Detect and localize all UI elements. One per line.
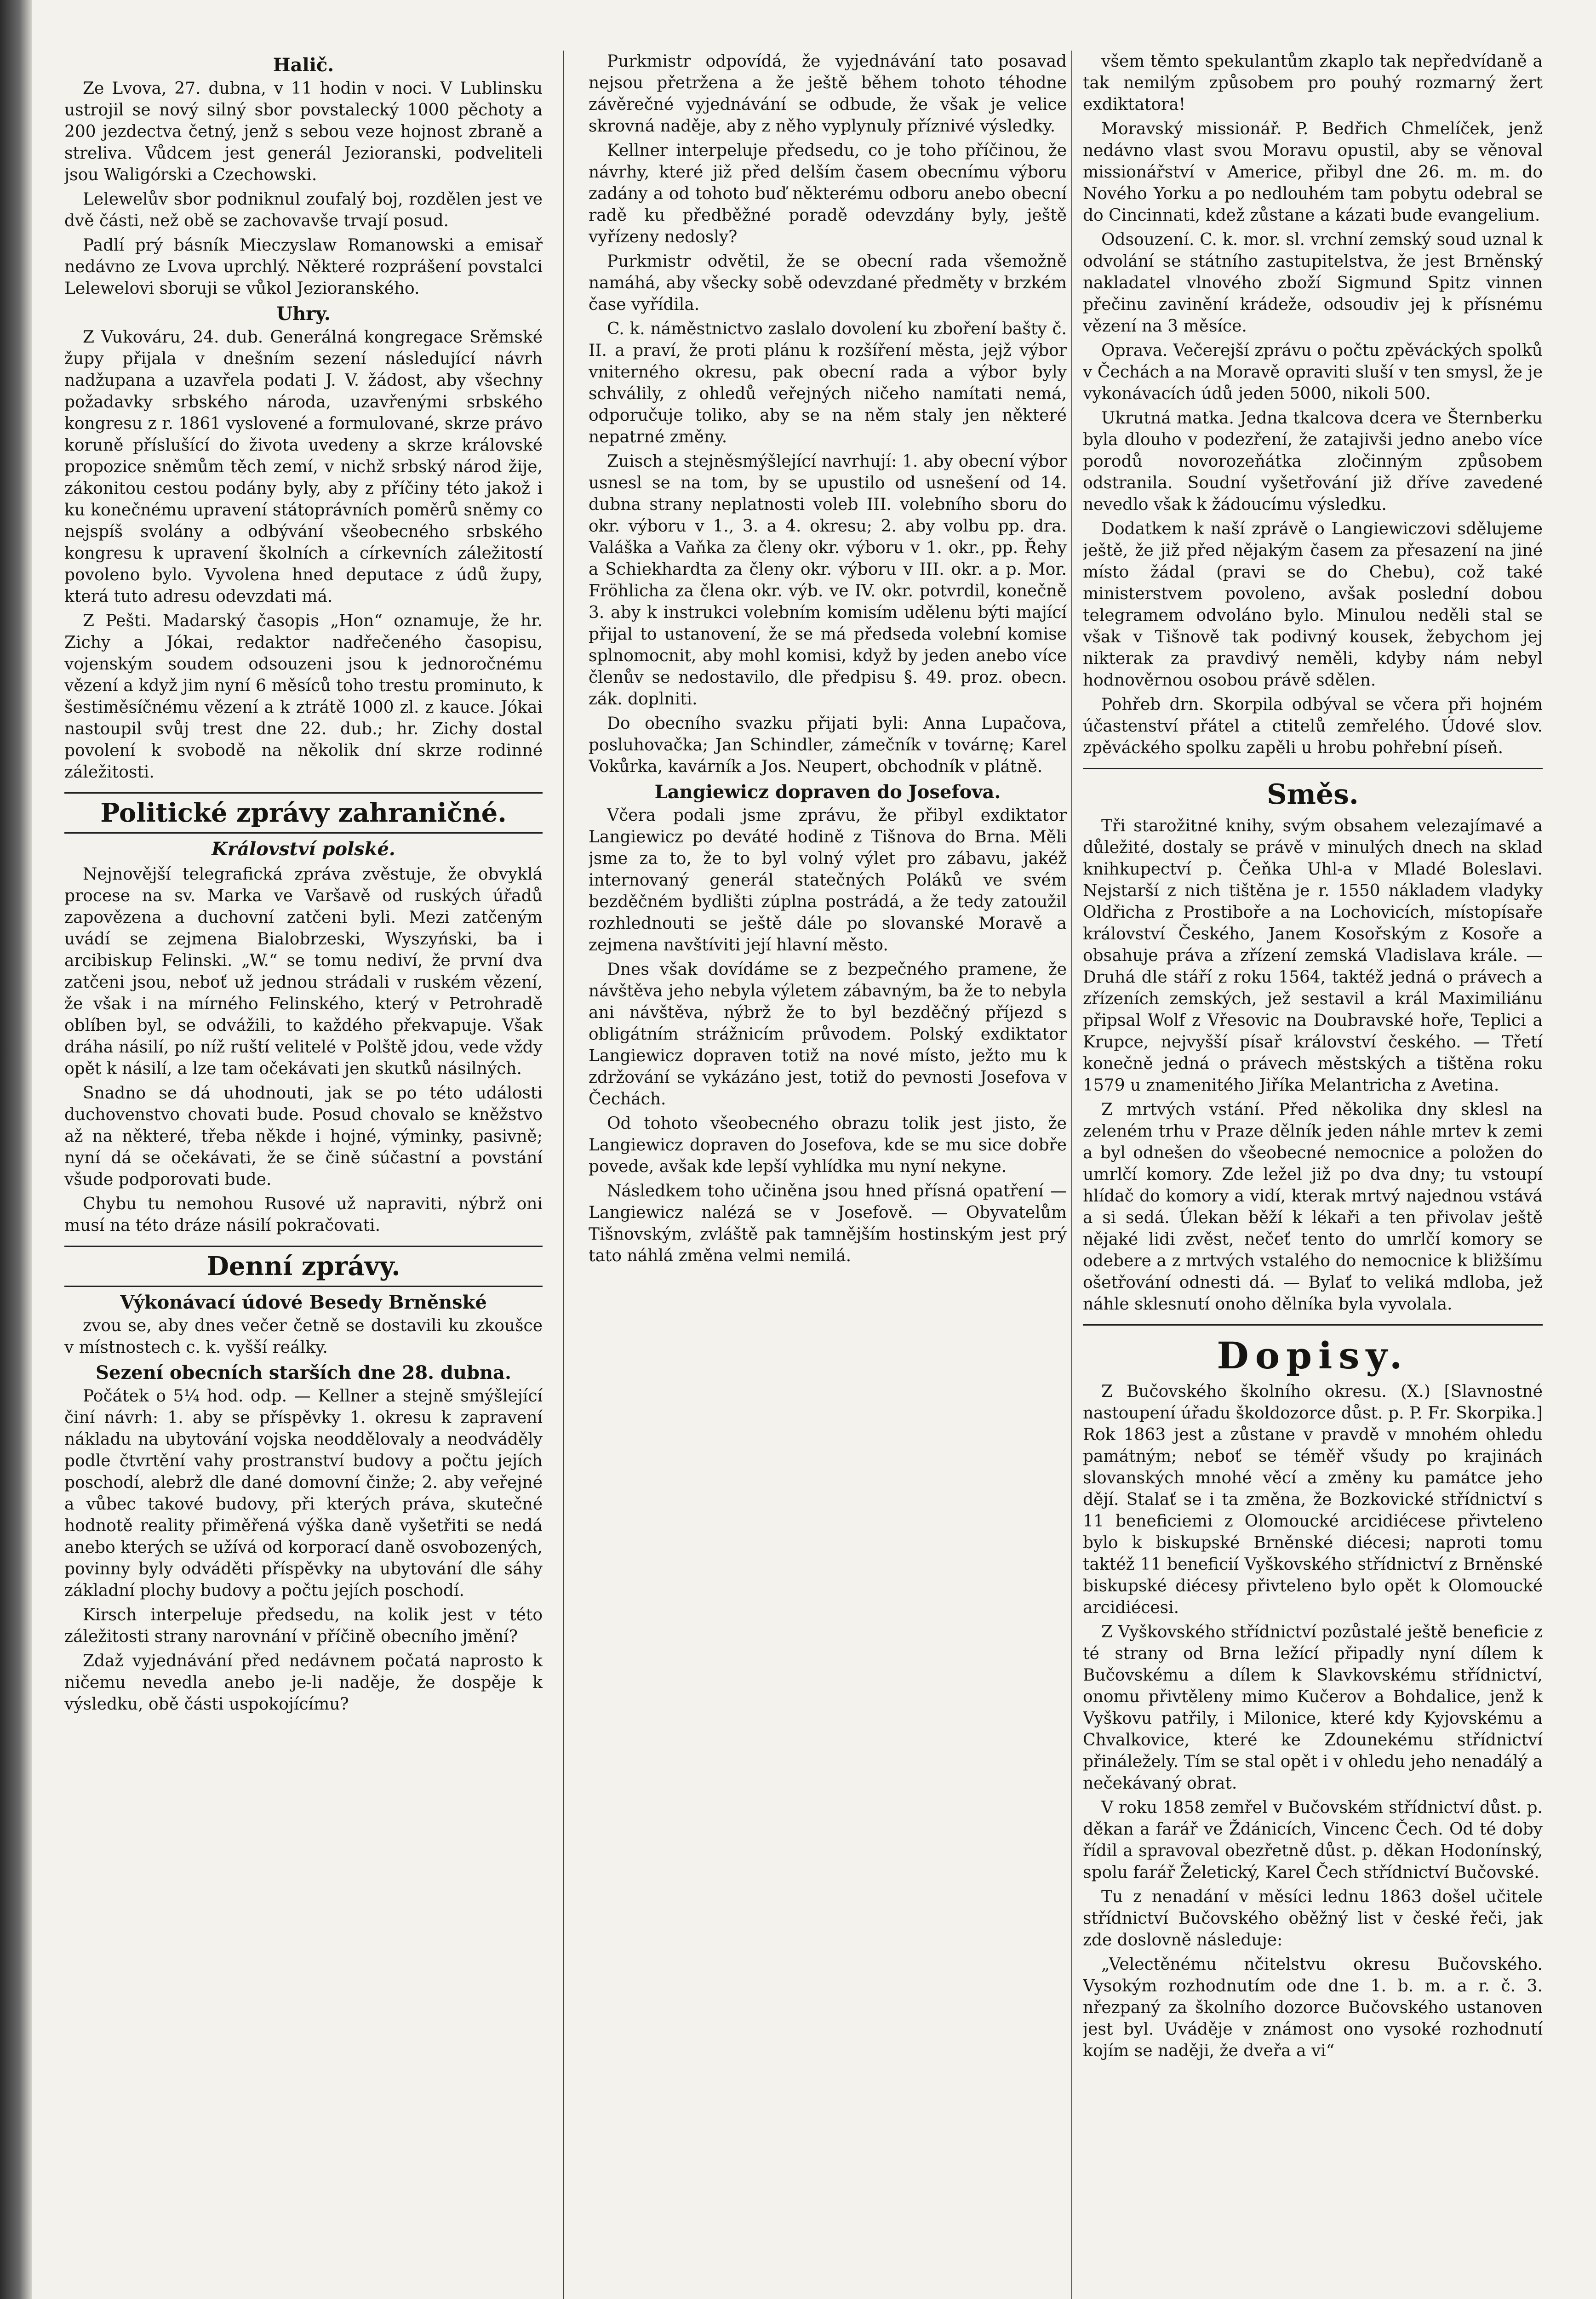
article-paragraph: Dodatkem k naší zprávě o Langiewiczovi sdělujeme ještě, že již před nějakým časem za přesazení na jiné místo žádal (pravi se do Chebu), což také ministerstvem povoleno, avšak poslední dobou telegramem odvoláno bylo. Minulou neděli stal se však v Tišnově tak podivný kousek, žebychom jej nikterak za pravdivý neměli, kdyby nám nebyl hodnověrnou osobou právě sdělen.: [1083, 520, 1543, 690]
article-paragraph: Od tohoto všeobecného obrazu tolik jest jisto, že Langiewicz dopraven do Josefova, kde se mu sice dobře povede, avšak kde lepší vyhlídka mu nyní nekyne.: [589, 1114, 1067, 1176]
article-paragraph: Pohřeb drn. Skorpila odbýval se včera při hojném účastenství přátel a ctitelů zemřelého. Údové slov. zpěváckého spolku zapěli u hrobu pohřební píseň.: [1083, 695, 1543, 757]
article-paragraph: Následkem toho učiněna jsou hned přísná opatření — Langiewicz nalézá se v Josefově. — Obyvatelům Tišnovským, zvláště pak tamnějším hostinským jest prý tato náhlá změna velmi nemilá.: [589, 1182, 1067, 1265]
article-paragraph: C. k. náměstnictvo zaslalo dovolení ku zboření bašty č. II. a praví, že proti plánu k rozšíření města, jejž výbor vniterného okresu, pak obecní rada a výbor byly schválily, z ohledů veřejných ničeho namítati nemá, odporučuje toliko, aby se na něm staly jen některé nepatrné změny.: [589, 320, 1067, 446]
news-item-heading: Výkonávací údové Besedy Brněnské: [120, 1292, 487, 1313]
article-paragraph: Z Pešti. Madarský časopis „Hon“ oznamuje, že hr. Zichy a Jókai, redaktor nadřečeného časopisu, vojenským soudem odsouzeni jsou k jednoročnému vězení a když jim nyní 6 měsíců toho trestu prominuto, k šestiměsíčnému vězení a k ztrátě 1000 zl. z kauce. Jókai nastoupil svůj trest dne 22. dub.; hr. Zichy dostal povolení k svobodě na několik dní skrze rodinné záležitosti.: [64, 612, 543, 782]
article-paragraph: Snadno se dá uhodnouti, jak se po této události duchovenstvo chovati bude. Posud chovalo se kněžstvo až na některé, třeba někde i hojné, výminky, pasivně; nyní dá se očekávati, že se čině súčastní a povstání všude podporovati bude.: [64, 1084, 543, 1189]
article-paragraph: Tu z nenadání v měsíci lednu 1863 došel učitele střídnictví Bučovského oběžný list v české řeči, jak zde doslovně následuje:: [1083, 1887, 1543, 1950]
article-paragraph: Dnes však dovídáme se z bezpečného pramene, že návštěva jeho nebyla výletem zábavným, ba že to nebyla ani návštěva, nýbrž že to byl bezděčný příjezd s obligátním strážnicím průvodem. Polský exdiktator Langiewicz dopraven totiž na nové místo, ježto mu k zdržování se vykázáno jest, totiž do pevnosti Josefova v Čechách.: [589, 960, 1067, 1109]
article-paragraph: Počátek o 5¼ hod. odp. — Kellner a stejně smýšlející činí návrh: 1. aby se příspěvky 1. okresu k zapravení nákladu na ubytování vojska neoddělovaly a neodváděly podle čtvrtění vahy prostranství budovy a počtu jejích poschodí, alebrž dle dané domovní činže; 2. aby veřejné a vůbec takové budovy, při kterých práva, skutečné hodnotě reality přiměřená výška daně vyšetřiti se nedá anebo kterých se užívá od korporací daně osvobozených, povinny byly odváděti příspěvky na ubytování dle sáhy základní plochy budovy a počtu jejích poschodí.: [64, 1387, 543, 1600]
article-paragraph: Purkmistr odpovídá, že vyjednávání tato posavad nejsou přetržena a že ještě během tohoto téhodne závěrečné vyjednávání se odbude, že však je velice skrovná naděje, aby z něho vyplynuly příznivé výsledky.: [589, 52, 1067, 136]
column-middle: [589, 51, 1067, 2299]
article-paragraph: Ukrutná matka. Jedna tkalcova dcera ve Šternberku byla dlouho v podezření, že zatajivši jedno anebo více porodů novorozeňátka zločinným způsobem odstranila. Soudní vyšetřování již dříve zavedené nevedlo však k žádoucímu výsledku.: [1083, 409, 1543, 514]
news-item-heading: Sezení obecních starších dne 28. dubna.: [96, 1362, 511, 1384]
article-paragraph: zvou se, aby dnes večer četně se dostavili ku zkoušce v místnostech c. k. vyšší reálky.: [64, 1316, 543, 1357]
article-paragraph: Oprava. Večerejší zprávu o počtu zpěváckých spolků v Čechách a na Moravě opraviti sluší v ten smysl, že je vykonávacích údů jeden 5000, nikoli 500.: [1083, 341, 1543, 403]
article-paragraph: Včera podali jsme zprávu, že přibyl exdiktator Langiewicz po deváté hodině z Tišnova do Brna. Měli jsme za to, že to byl volný výlet pro zábavu, jakéž internovaný generál statečných Poláků ve svém bezděčném bydlišti zúplna postrádá, a že tedy zatoužil rozhlednouti se ještě dále po slovanské Moravě a zejmena navštíviti její hlavní město.: [589, 806, 1067, 955]
article-paragraph: Chybu tu nemohou Rusové už napraviti, nýbrž oni musí na této dráze násilí pokračovati.: [64, 1195, 543, 1235]
column-rule: [1071, 51, 1072, 2299]
article-paragraph: Do obecního svazku přijati byli: Anna Lupačova, posluhovačka; Jan Schindler, zámečník v továrnę; Karel Vokůrka, kavárník a Jos. Neupert, obchodník v plátně.: [589, 714, 1067, 776]
section-heading: Uhry.: [276, 303, 331, 325]
subsection-heading: Království polské.: [212, 838, 395, 860]
section-banner: Dopisy.: [1083, 1324, 1543, 1376]
article-paragraph: Z Vyškovského střídnictví pozůstalé ještě beneficie z té strany od Brna ležící připadly nyní dílem k Bučovskému a dílem k Slavkovskému střídnictví, onomu přivtěleny mimo Kučerov a Bohdalice, jenž k Vyškovu patřily, i Milonice, které kdy Kyjovskému a Chvalkovice, které ke Zdounekému střídnictví přináležely. Tím se stal opět i v ohledu jeho nenadálý a nečekávaný obrat.: [1083, 1623, 1543, 1793]
article-paragraph: Kellner interpeluje předsedu, co je toho příčinou, že návrhy, které již před delším časem obecnímu výboru zadány a od tohoto buď některému odboru anebo obecní radě ku předběžné poradě odevzdány byly, ještě vyřízeny nedosly?: [589, 141, 1067, 246]
article-paragraph: Purkmistr odvětil, že se obecní rada všemožně namáhá, aby všecky sobě odevzdané předměty v brzkém čase vyřídila.: [589, 252, 1067, 314]
article-paragraph: V roku 1858 zemřel v Bučovském střídnictví důst. p. děkan a farář ve Ždánicích, Vincenc Čech. Od té doby řídil a spravoval obezřetně důst. p. děkan Hodonínský, spolu farář Želetický, Karel Čech střídnictví Bučovské.: [1083, 1798, 1543, 1882]
section-heading: Halič.: [273, 54, 334, 76]
news-item-heading: Langiewicz dopraven do Josefova.: [654, 781, 1001, 803]
article-paragraph: Ze Lvova, 27. dubna, v 11 hodin v noci. V Lublinsku ustrojil se nový silný sbor povstalecký 1000 pěchoty a 200 jezdectva četný, jenž s sebou veze hojnost zbraně a streliva. Vůdcem jest generál Jezioranski, podveliteli jsou Waligórski a Czechowski.: [64, 79, 543, 184]
article-paragraph: Tři starožitné knihy, svým obsahem velezajímavé a důležité, dostaly se právě v minulých dnech na sklad knihkupectví p. Čeňka Uhl-a v Mladé Boleslavi. Nejstarší z nich tištěna je r. 1550 nákladem vladyky Oldřicha z Prostiboře a na Lochovicích, místopísaře království Českého, Janem Kosořským z Kosoře a obsahuje práva a zřízení zemská Vladislava krále. — Druhá dle stáří z roku 1564, taktéž jedná o právech a zřízeních zemských, jež sestavil a král Maximiliánu připsal Wolf z Vřesovic na Doubravské hoře, Teplici a Krupce, nejvyšší písař království českého. — Třetí konečně jedná o právech městských a tištěna roku 1579 u znamenitého Jiříka Melantricha z Avetina.: [1083, 817, 1543, 1095]
article-paragraph: „Velectěnému nčitelstvu okresu Bučovského. Vysokým rozhodnutím ode dne 1. b. m. a r. č. 3. nřezpaný za školního dozorce Bučovského ustanoven jest byl. Uváděje v známost ono vysoké rozhodnutí kojím se naději, že dveřa a vi“: [1083, 1955, 1543, 2060]
article-paragraph: Z Vukováru, 24. dub. Generálná kongregace Srěmské župy přijala v dnešním sezení následující návrh nadžupana a uzavřela podati J. V. žádost, aby všechny požadavky srbského národa, uzavřenými srbského kongresu z r. 1861 vyslovené a formulované, skrze právo koruně příslušící do života uvedeny a skrze královské propozice sněmům těch zemí, v nichž srbský národ žije, zákonitou cestou podány byly, aby z příčiny této jakož i ku konečnému upravení státoprávních poměrů sněmy co nejspíš svolány a odbývání všeobecného srbského kongresu k upravení školních a církevních záležitostí povoleno bylo. Vyvolena hned deputace z údů župy, která tuto adresu odevzdati má.: [64, 328, 543, 606]
article-paragraph: Zuisch a stejněsmýšlející navrhují: 1. aby obecní výbor usnesl se na tom, by se upustilo od usnešení od 14. dubna strany neplatnosti voleb III. volebního sboru do okr. výboru v 1., 3. a 4. okresu; 2. aby volbu pp. dra. Valáška a Vaňka za členy okr. výboru v 1. okr., pp. Řehy a Schiekhardta za členy okr. výboru v III. okr. a p. Mor. Fröhlicha za člena okr. výb. ve IV. okr. potvrdil, konečně 3. aby k instrukci volebním komisím udělenu býti mající přijal to ustanovení, že se má předseda volební komise splnomocnit, aby mohl komisi, když by jeden anebo více členův se nedostavilo, dle předpisu §. 49. proz. obecn. zák. doplniti.: [589, 452, 1067, 709]
article-paragraph: Nejnovější telegrafická zpráva zvěstuje, že obvyklá procese na sv. Marka ve Varšavě od ruských úřadů zapovězena a duchovní zatčeni byli. Mezi zatčeným uvádí se zejmena Bialobrzeski, Wyszyński, ba i arcibiskup Felinski. „W.“ se tomu nediví, že první dva zatčeni jsou, neboť už jednou strádali v ruském vězení, že však i na mírného Felinského, který v Petrohradě oblíben byl, se odvážili, to každého překvapuje. Však dráha násilí, po níž ruští velitelé v Polště jdou, vede vždy opět k násilí, a lze tam očekávati jen skutků násilných.: [64, 865, 543, 1078]
article-paragraph: Zdaž vyjednávání před nedávnem počatá naprosto k ničemu nevedla anebo je-li naděje, že dospěje k výsledku, obě části uspokojícímu?: [64, 1652, 543, 1714]
binding-edge: [0, 0, 32, 2299]
article-paragraph: Lelewelův sbor podniknul zoufalý boj, rozdělen jest ve dvě části, než obě se zachovavše trvají posud.: [64, 190, 543, 230]
article-paragraph: Odsouzení. C. k. mor. sl. vrchní zemský soud uznal k odvolání se státního zastupitelstva, že jest Brněnský nakladatel vlnového zboží Sigmund Spitz vinnen přečinu zavinění krádeže, odsoudiv jej k přísnému vězení na 3 měsíce.: [1083, 230, 1543, 336]
section-banner: Směs.: [1083, 768, 1543, 811]
column-rule: [563, 51, 564, 2299]
column-left: [64, 51, 543, 2299]
section-banner: Denní zprávy.: [64, 1246, 543, 1287]
article-paragraph: Moravský missionář. P. Bedřich Chmelíček, jenž nedávno vlast svou Moravu opustil, aby se věnoval missionářství v Americe, přibyl dne 26. m. m. do Nového Yorku a po nedlouhém tam pobytu odebral se do Cincinnati, kdež zůstane a kázati bude evangelium.: [1083, 120, 1543, 225]
column-right: [1083, 51, 1543, 2299]
article-paragraph: všem těmto spekulantům zkaplo tak nepředvídaně a tak nemilým způsobem pro pouhý rozmarný žert exdiktatora!: [1083, 52, 1543, 114]
article-paragraph: Padlí prý básník Mieczyslaw Romanowski a emisař nedávno ze Lvova uprchlý. Některé rozprášení povstalci Lelewelovi sboruji se vůkol Jezioranského.: [64, 236, 543, 298]
article-paragraph: Z Bučovského školního okresu. (X.) [Slavnostné nastoupení úřadu školdozorce důst. p. P. Fr. Skorpika.] Rok 1863 jest a zůstane v pravdě v mnohém ohledu památným; neboť se téměř všudy po krajinách slovanských mnohé věcí a změny ku památce jeho dějí. Stalať se i ta změna, že Bozkovické střídnictví s 11 beneficiemi z Olomoucké arcidiécese přivteleno bylo k biskupské Brněnské diécesi; naproti tomu taktéž 11 beneficií Vyškovského střídnictví z Brněnské biskupské diécesy přivteleno bylo opět k Olomoucké arcidiécesi.: [1083, 1382, 1543, 1617]
section-banner: Politické zprávy zahraničné.: [64, 792, 543, 834]
article-paragraph: Z mrtvých vstání. Před několika dny sklesl na zeleném trhu v Praze dělník jeden náhle mrtev k zemi a byl odnešen do všeobecné nemocnice a položen do umrlčí komory. Zde ležel již po dva dny; tu vstoupí hlídač do komory a vidí, kterak mrtvý najednou vstává a si sedá. Úlekan běží k lékaři a ten přivolav ještě nějaké lidi zvěst, nečeť tento do umrlčí komory se odebere a z mrtvých vstalého do nemocnice k bližšímu ošetřování odnesti dá. — Bylať to veliká mdloba, jež náhle sklesnutí onoho dělníka byla vyvolala.: [1083, 1100, 1543, 1314]
article-paragraph: Kirsch interpeluje předsedu, na kolik jest v této záležitosti strany narovnání v příčině obecního jmění?: [64, 1606, 543, 1646]
